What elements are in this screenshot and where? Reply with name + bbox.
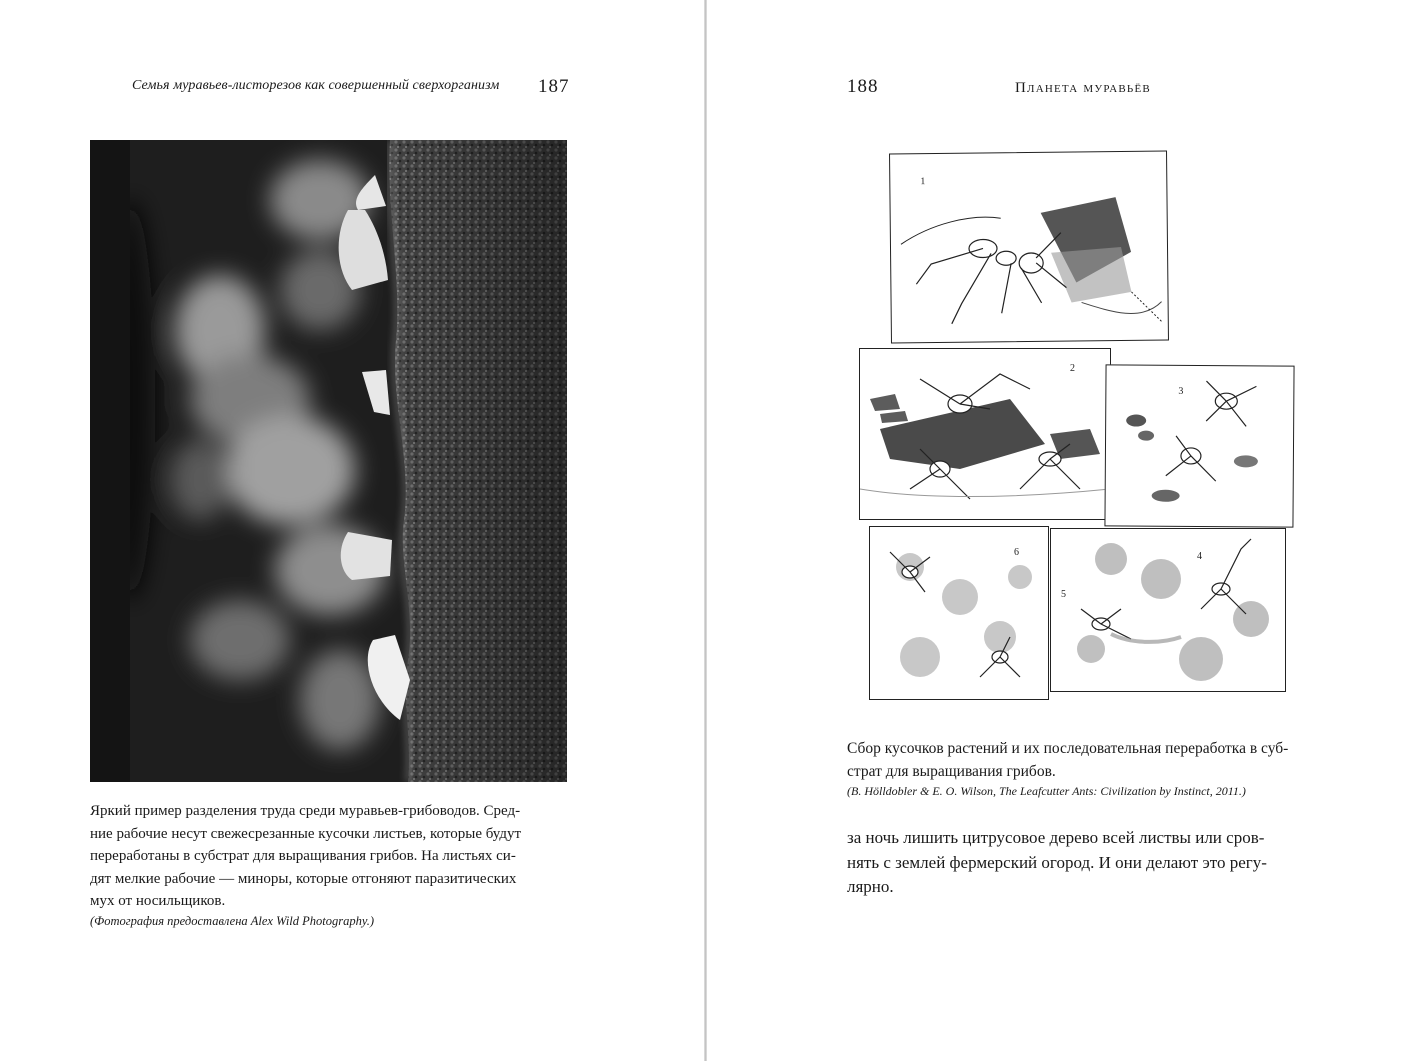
ants-in-fungus-garden-drawing (870, 527, 1048, 699)
ants-processing-substrate-drawing (1051, 529, 1285, 691)
right-running-head: Планета муравьёв (1015, 80, 1151, 96)
caption-line-2: страт для выращивания грибов. (847, 762, 1056, 780)
panel-number: 2 (1070, 363, 1075, 374)
body-line-2: нять с землей фермерский огород. И они делают это регу- (847, 852, 1267, 872)
right-page-number: 188 (847, 76, 879, 97)
illustration-panel-4-5 (1050, 528, 1286, 692)
left-photo-credit: (Фотография предоставлена Alex Wild Photography.) (90, 913, 375, 928)
caption-line-2: ние рабочие несут свежесрезанные кусочки листьев, которые будут (90, 825, 522, 842)
illustration-panel-2 (859, 348, 1111, 520)
caption-line-1: Сбор кусочков растений и их последовательная переработка в суб- (847, 740, 1289, 757)
illustration-panel-6 (869, 526, 1049, 700)
right-figure-caption (847, 738, 1317, 800)
illustration-panel-3 (1104, 364, 1294, 527)
ants-cutting-leaf-pieces-drawing (860, 349, 1110, 519)
caption-line-5: мух от носильщиков. (90, 893, 226, 909)
left-running-head: Семья муравьев-листорезов как совершенный сверхорганизм (132, 78, 500, 93)
panel-number: 6 (1014, 547, 1019, 558)
left-page-number: 187 (538, 76, 570, 97)
caption-line-3: переработаны в субстрат для выращивания грибов. На листьях си- (90, 848, 516, 864)
right-page (707, 0, 1410, 1061)
ant-cutting-leaf-drawing (890, 152, 1168, 343)
right-figure-credit: (B. Hölldobler & E. O. Wilson, The Leafcutter Ants: Civilization by Instinct, 2011.) (847, 784, 1246, 798)
body-line-1: за ночь лишить цитрусовое дерево всей листвы или сров- (847, 828, 1265, 847)
illustration-panel-1 (889, 151, 1169, 344)
caption-line-4: дят мелкие рабочие — миноры, которые отгоняют паразитических (90, 870, 517, 887)
panel-number: 5 (1061, 589, 1066, 600)
leafcutter-ants-photo (90, 140, 567, 782)
caption-line-1: Яркий пример разделения труда среди муравьев-грибоводов. Сред- (90, 803, 521, 819)
panel-number: 4 (1197, 551, 1202, 562)
left-figure-caption (90, 800, 568, 930)
right-body-text (847, 826, 1267, 900)
body-line-3: лярно. (847, 877, 894, 896)
panel-number: 3 (1178, 385, 1184, 397)
photo-graphic (90, 140, 567, 782)
ants-carrying-pieces-drawing (1105, 365, 1293, 526)
panel-number: 1 (920, 176, 926, 188)
